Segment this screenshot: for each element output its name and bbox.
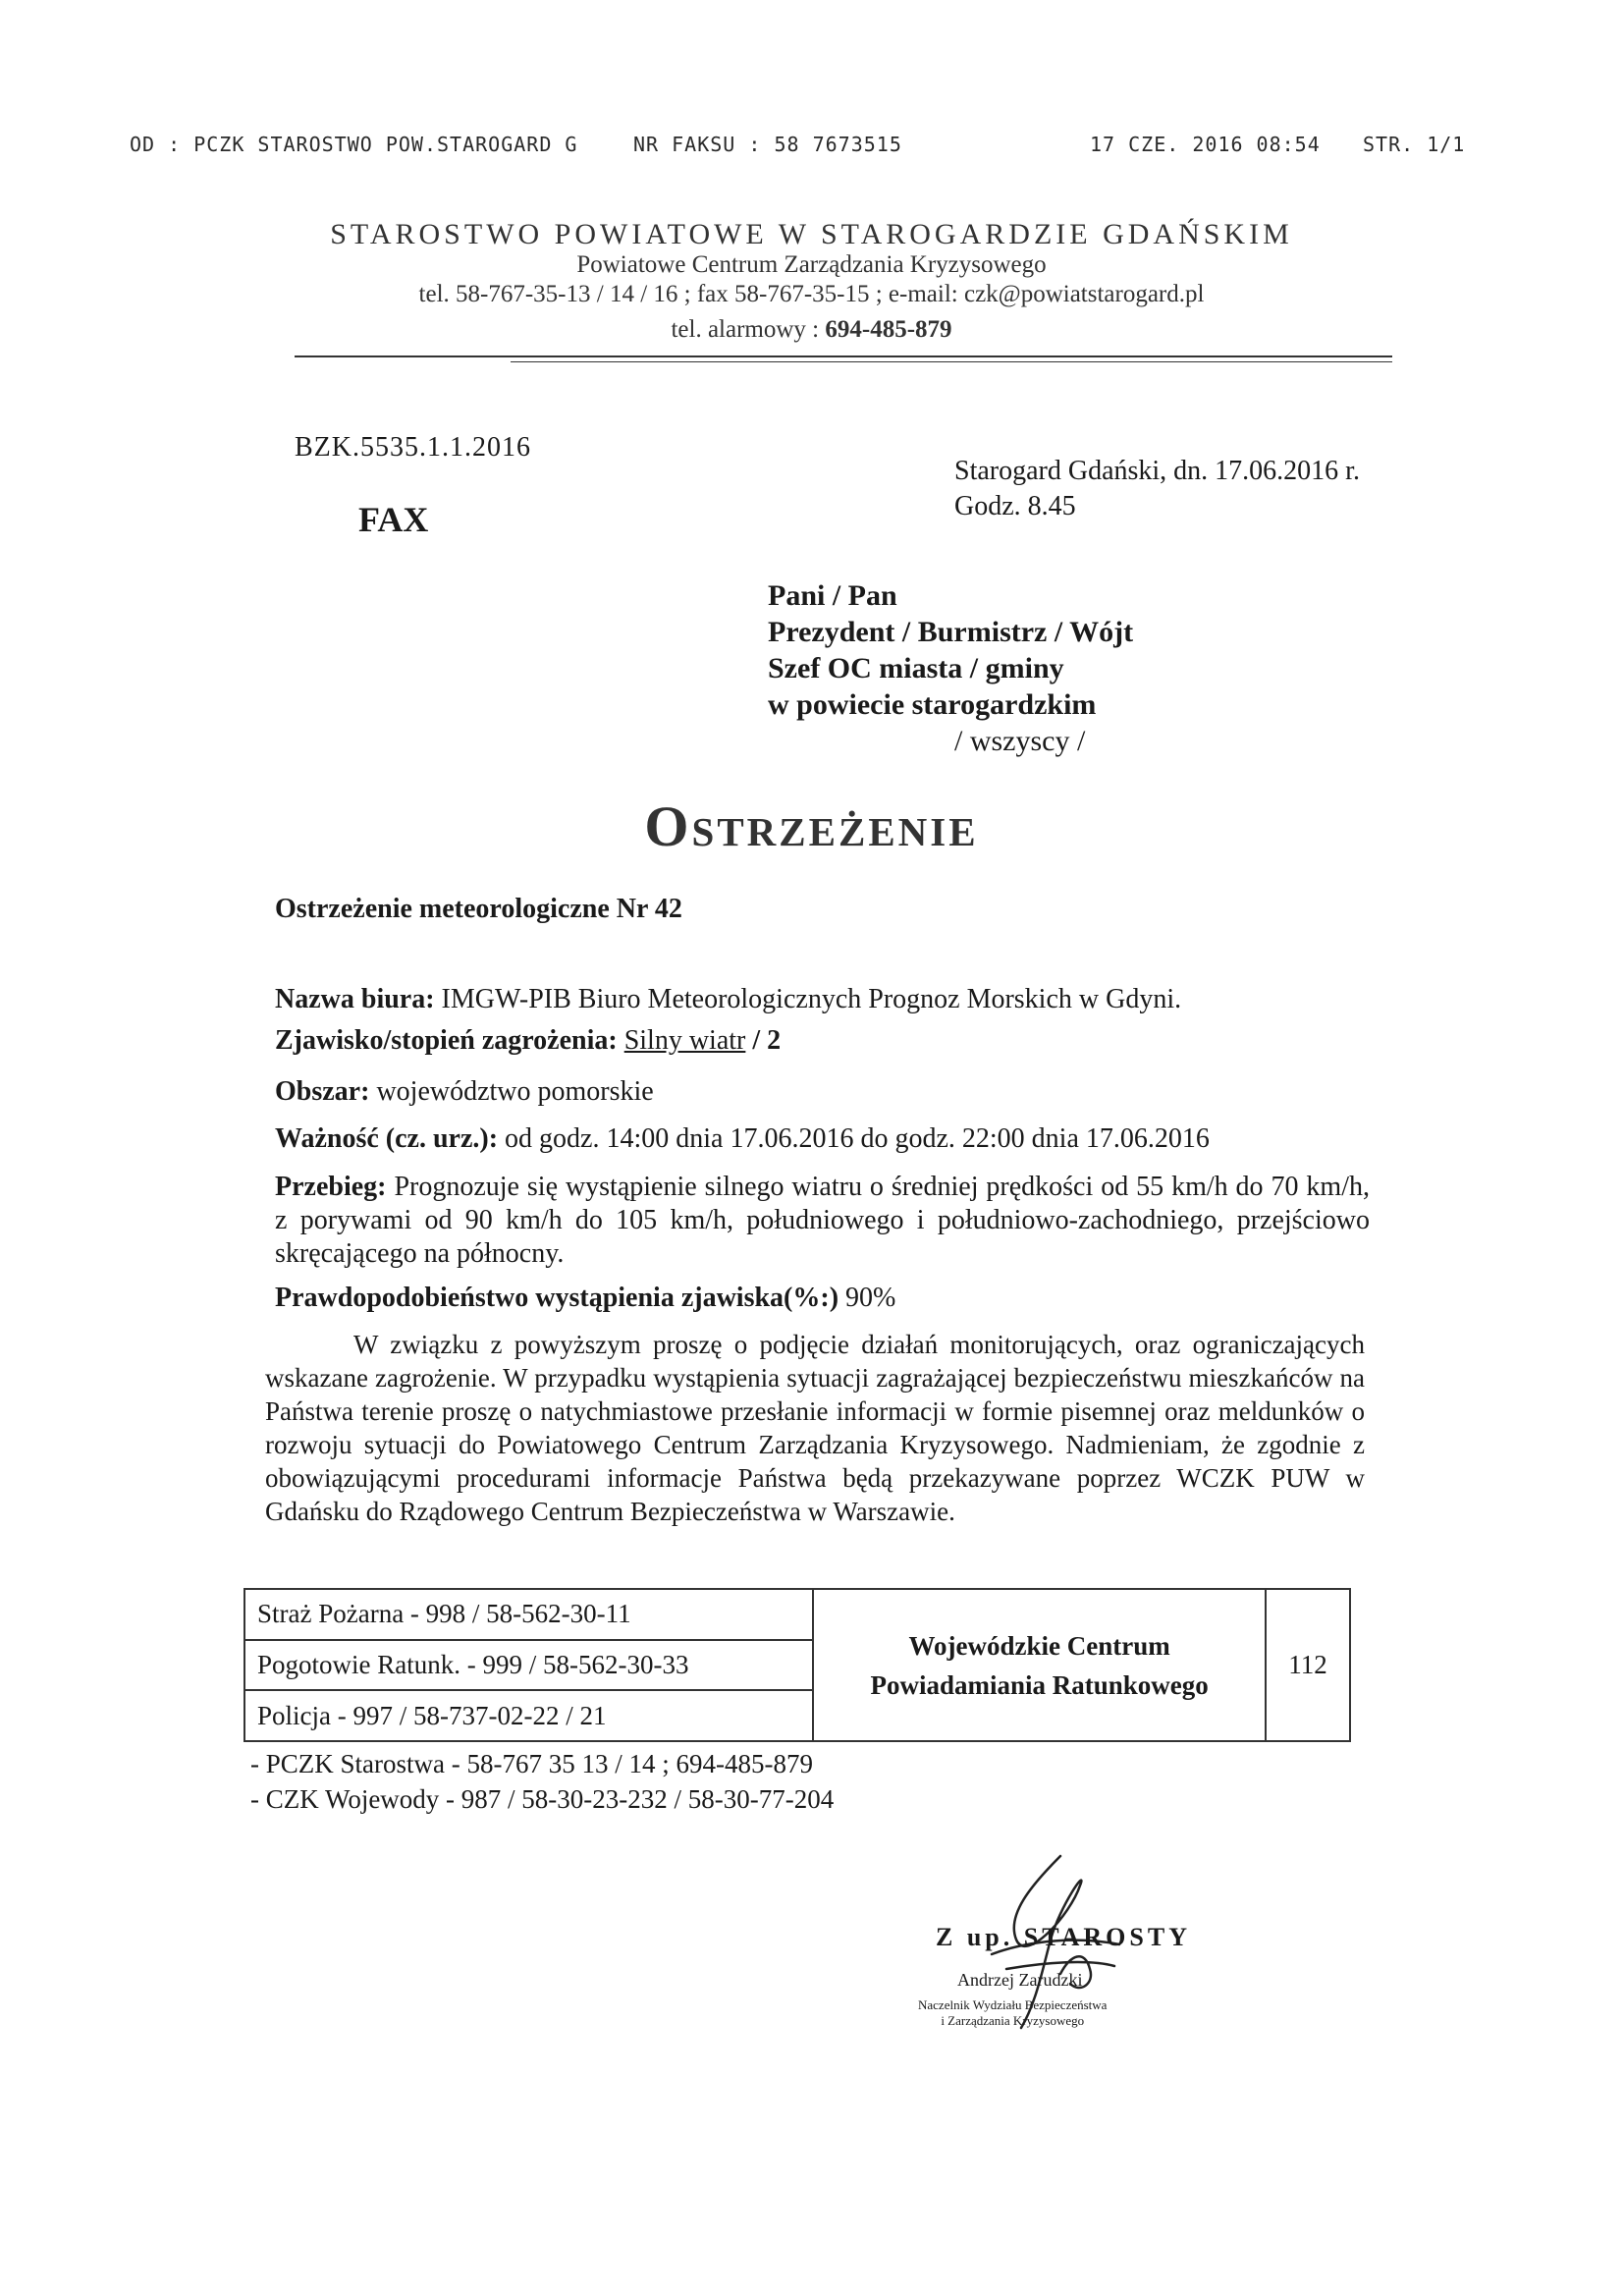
- course-value: Prognozuje się wystąpienie silnego wiatru o średniej prędkości od 55 km/h do 70 km/h, z porywami od 90 km/h do 105 km/h, południowego i południowo-zachodniego, przejściowo skręcającego na północny.: [275, 1172, 1370, 1269]
- document-title: Ostrzeżenie: [644, 794, 979, 858]
- contact-line: - PCZK Starostwa - 58-767 35 13 / 14 ; 694-485-879: [250, 1749, 813, 1778]
- area-value: województwo pomorskie: [376, 1076, 654, 1107]
- addressee-line: / wszyscy /: [954, 725, 1086, 757]
- area-field: [275, 1076, 654, 1108]
- contact-list: [250, 1746, 834, 1817]
- emergency-row: Pogotowie Ratunk. - 999 / 58-562-30-33: [244, 1640, 813, 1691]
- addressee-line: Szef OC miasta / gminy: [768, 652, 1064, 684]
- letterhead-divider-thin: [511, 361, 1392, 362]
- fax-number: NR FAKSU : 58 7673515: [633, 133, 902, 156]
- signatory-role: [918, 1997, 1107, 2029]
- contact-line: - CZK Wojewody - 987 / 58-30-23-232 / 58-30-77-204: [250, 1784, 835, 1814]
- letterhead-divider: [295, 355, 1392, 357]
- emergency-table: [243, 1588, 1351, 1742]
- notification-center: [813, 1589, 1266, 1741]
- phenomenon-level: / 2: [752, 1025, 782, 1056]
- letterhead-department: Powiatowe Centrum Zarządzania Kryzysowego: [576, 251, 1047, 278]
- addressee-line: w powiecie starogardzkim: [768, 688, 1097, 721]
- probability-field: [275, 1283, 895, 1314]
- time-line: Godz. 8.45: [954, 491, 1076, 521]
- probability-label: Prawdopodobieństwo wystąpienia zjawiska(%:): [275, 1283, 839, 1313]
- probability-value: 90%: [845, 1283, 896, 1313]
- addressee-line: Prezydent / Burmistrz / Wójt: [768, 616, 1134, 648]
- course-field: [275, 1171, 1370, 1271]
- addressee-block: [768, 577, 1133, 759]
- center-line: Wojewódzkie Centrum: [908, 1630, 1170, 1661]
- letterhead-alarm: [0, 316, 1623, 344]
- office-label: Nazwa biura:: [275, 984, 435, 1014]
- phenomenon-value: Silny wiatr: [623, 1025, 746, 1056]
- letterhead-organization: STAROSTWO POWIATOWE W STAROGARDZIE GDAŃSKIM: [330, 218, 1293, 250]
- body-paragraph: W związku z powyższym proszę o podjęcie działań monitorujących, oraz ograniczających wskazane zagrożenie. W przypadku wystąpienia sytuacji zagrażającej bezpieczeństwu mieszkańców na Państwa terenie proszę o natychmiastowe przesłanie informacji w formie pisemnej oraz meldunków o rozwoju sytuacji do Powiatowego Centrum Zarządzania Kryzysowego. Nadmieniam, że zgodnie z obowiązującymi procedurami informacje Państwa będą przekazywane poprzez WCZK PUW w Gdańsku do Rządowego Centrum Bezpieczeństwa w Warszawie.: [265, 1330, 1365, 1526]
- fax-page: STR. 1/1: [1363, 133, 1466, 156]
- signatory-name: Andrzej Zarudzki: [957, 1970, 1083, 1990]
- office-field: [275, 984, 1181, 1015]
- role-line: i Zarządzania Kryzysowego: [941, 2013, 1085, 2028]
- fax-datetime: 17 CZE. 2016 08:54: [1090, 133, 1321, 156]
- signature-line: Z up. STAROSTY: [936, 1923, 1191, 1951]
- emergency-row: Straż Pożarna - 998 / 58-562-30-11: [244, 1589, 813, 1640]
- fax-label: FAX: [358, 500, 429, 539]
- warning-title: Ostrzeżenie meteorologiczne Nr 42: [275, 894, 682, 924]
- reference-number: BZK.5535.1.1.2016: [295, 432, 531, 463]
- phenomenon-label: Zjawisko/stopień zagrożenia:: [275, 1025, 618, 1056]
- alarm-phone: 694-485-879: [825, 316, 952, 343]
- validity-label: Ważność (cz. urz.):: [275, 1123, 499, 1154]
- phenomenon-field: [275, 1025, 781, 1057]
- validity-value: od godz. 14:00 dnia 17.06.2016 do godz. 22:00 dnia 17.06.2016: [505, 1123, 1210, 1154]
- alarm-label: tel. alarmowy :: [671, 316, 820, 343]
- table-row: [244, 1589, 1350, 1640]
- area-label: Obszar:: [275, 1076, 370, 1107]
- center-number: 112: [1266, 1589, 1350, 1741]
- fax-sender: OD : PCZK STAROSTWO POW.STAROGARD G: [130, 133, 578, 156]
- place-date: [954, 454, 1360, 524]
- addressee-line: Pani / Pan: [768, 579, 897, 612]
- center-line: Powiadamiania Ratunkowego: [870, 1669, 1209, 1700]
- validity-field: [275, 1123, 1210, 1155]
- office-value: IMGW-PIB Biuro Meteorologicznych Prognoz Morskich w Gdyni.: [441, 984, 1182, 1014]
- role-line: Naczelnik Wydziału Bezpieczeństwa: [918, 1997, 1108, 2012]
- emergency-row: Policja - 997 / 58-737-02-22 / 21: [244, 1690, 813, 1741]
- letterhead-contact: tel. 58-767-35-13 / 14 / 16 ; fax 58-767-35-15 ; e-mail: czk@powiatstarogard.pl: [418, 281, 1205, 307]
- course-label: Przebieg:: [275, 1172, 387, 1202]
- date-line: Starogard Gdański, dn. 17.06.2016 r.: [954, 456, 1360, 486]
